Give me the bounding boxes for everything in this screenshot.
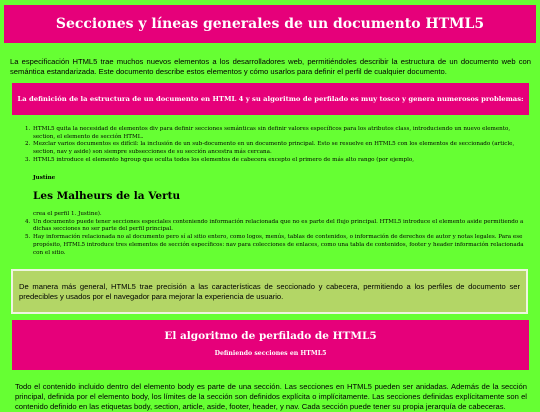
summary-text: De manera más general, HTML5 trae precisión a las características de seccionado y cabecera, permitiendo a los perfiles de documento ser predecibles y usados por el navegador para mejorar la experiencia de usuario. — [19, 281, 520, 301]
list-item-text: crea el perfil 1. Justine). — [33, 211, 102, 217]
list-item-text: HTML5 quita la necesidad de elementos div para definir secciones semánticas sin definir valores específicos para los atributos class, introduciendo un nuevo elemento, section, el elemento de sección HTML. — [33, 126, 511, 140]
list-item — [25, 234, 527, 257]
list-item-text: Un documento puede tener secciones especiales conteniendo información relacionada que no es parte del flujo principal. HTML5 introduce el elemento aside permitiendo a dichas secciones no ser parte del perfil principal. — [33, 218, 524, 233]
list-item-text: HTML5 introduce el elemento hgroup que oculta todos los elementos de cabecera excepto el primero de más alto rango (por ejemplo, — [33, 156, 415, 163]
problem-heading-box — [12, 83, 529, 115]
list-item-number: 2. — [25, 141, 31, 148]
list-item — [25, 218, 527, 234]
algorithm-subtitle: Definiendo secciones en HTML5 — [214, 350, 327, 357]
problem-heading: La definición de la estructura de un documento en HTML 4 y su algoritmo de perfilado es muy tosco y genera numerosos problemas: — [17, 95, 524, 103]
example-hgroup-subtitle: Justine — [33, 175, 56, 181]
list-item-number: 3. — [25, 156, 31, 163]
algorithm-title: El algoritmo de perfilado de HTML5 — [164, 330, 377, 342]
intro-paragraph: La especificación HTML5 trae muchos nuevos elementos a los desarrolladores web, permitiéndoles describir la estructura de un documento web con semántica estandarizada. Este documento describe estos elementos y cómo usarlos para definir el perfil de cualquier documento. — [10, 57, 531, 76]
list-item-continuation — [33, 211, 527, 219]
summary-box — [11, 269, 528, 314]
list-item-number: 4. — [25, 218, 31, 225]
problem-list — [25, 126, 527, 165]
page-header — [4, 5, 536, 43]
problem-list-continued — [25, 211, 527, 257]
algorithm-section-header — [12, 320, 529, 370]
list-item-text: Hay información relacionada no al documento pero sí al sitio entero, como logos, menús, tablas de contenidos, o información de derechos de autor y notas legales. Para ese propósito, HTML5 introduce tres elementos de sección específicos: nav para colecciones de enlaces, como una tabla de contenidos, footer y header información relacionada con el sitio. — [33, 234, 524, 256]
list-item-text: Mezclar varios documentos es difícil: la inclusión de un sub-documento en un documento principal. Esto se resuelve en HTML5 con los elementos de seccionado (article, section, nav y aside) son siempre subsecciones de su sección ancestra más cercana. — [33, 141, 515, 156]
page-title: Secciones y líneas generales de un documento HTML5 — [55, 16, 485, 32]
list-item — [25, 141, 527, 156]
example-hgroup-title: Les Malheurs de la Vertu — [33, 190, 181, 202]
list-item-number: 5. — [25, 234, 31, 241]
list-item-number: 1. — [25, 126, 31, 132]
body-sections-paragraph: Todo el contenido incluido dentro del elemento body es parte de una sección. Las secciones en HTML5 pueden ser anidadas. Además de la sección principal, definida por el elemento body, los límites de la sección son definidos explícita o implícitamente. Las secciones definidas explícitamente son el contenido definido en las etiquetas body, section, article, aside, footer, header, y nav. Cada sección puede tener su propia jerarquía de cabeceras. — [15, 382, 527, 411]
list-item — [25, 156, 527, 165]
list-item — [25, 126, 527, 141]
